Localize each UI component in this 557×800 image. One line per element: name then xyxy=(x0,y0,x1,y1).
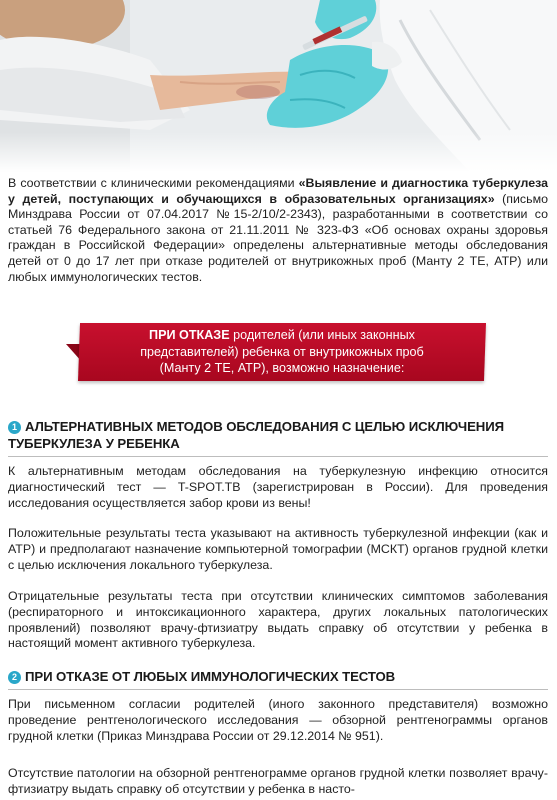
section-1-heading xyxy=(8,418,548,452)
section-2-heading xyxy=(8,668,548,685)
banner-line-1-bold: ПРИ ОТКАЗЕ xyxy=(149,328,230,342)
section-2-divider xyxy=(8,689,548,690)
intro-text-after: (письмо Минздрава России от 07.04.2017 №15-2/10/2-2343), разработанными в соответствии со статьей 76 Федерального закона от 21.11.2011 № 323-ФЗ «Об основах охраны здоровья граждан в Российской Федерации» определены альтернативные методы обследования детей от 0 до 17 лет при отказе родителей от внутрикожных проб (Манту 2 ТЕ, АТР) или любых иммунологических тестов. xyxy=(8,191,548,284)
section-1-divider xyxy=(8,456,548,457)
banner-line-3: (Манту 2 ТЕ, АТР), возможно назначение: xyxy=(159,361,405,376)
section-1-heading-line-2: ТУБЕРКУЛЕЗА У РЕБЕНКА xyxy=(8,436,180,451)
intro-paragraph xyxy=(8,176,548,285)
section-2-paragraph-1: При письменном согласии родителей (иного законного представителя) возможно проведение рентгенологического исследования — обзорной рентгенограммы органов грудной клетки (Приказ Минздрава России от 29.12.2014 № 951). xyxy=(8,697,548,743)
photo-fade xyxy=(0,132,557,172)
section-1-number-badge: 1 xyxy=(8,421,21,434)
section-1-paragraph-1: К альтернативным методам обследования на туберкулезную инфекцию относится диагностический тест — T-SPOT.TB (зарегистрирован в России). Для проведения исследования осуществляется забор крови из вены! xyxy=(8,464,548,510)
banner-line-1 xyxy=(79,327,485,344)
intro-text-before: В соответствии с клиническими рекомендациями xyxy=(8,176,299,190)
intro-bold-title: «Выявление и диагностика туберкулеза у детей, поступающих и обучающихся в образовательных организациях» xyxy=(8,176,548,206)
banner-line-1-rest: родителей (или иных законных xyxy=(229,328,415,342)
section-2-heading-text: ПРИ ОТКАЗЕ ОТ ЛЮБЫХ ИММУНОЛОГИЧЕСКИХ ТЕСТОВ xyxy=(25,669,396,684)
section-2-paragraph-2: Отсутствие патологии на обзорной рентгенограмме органов грудной клетки позволяет врачу-фтизиатру выдать справку об отсутствии у ребенка в насто- xyxy=(8,766,548,796)
header-photo xyxy=(0,0,557,172)
section-1-paragraph-3: Отрицательные результаты теста при отсутствии клинических симптомов заболевания (респираторного и интоксикационного характера, других локальных патологических проявлений) позволяют врачу-фтизиатру выдать справку об отсутствии у ребенка в настоящий момент активного туберкулеза. xyxy=(8,589,548,651)
banner-line-2: представителей) ребенка от внутрикожных проб xyxy=(140,344,424,359)
section-1-paragraph-2: Положительные результаты теста указывают на активность туберкулезной инфекции (как и АТР) и предполагают назначение компьютерной томографии (МСКТ) органов грудной клетки с целью исключения локального туберкулеза. xyxy=(8,526,548,572)
section-2-number-badge: 2 xyxy=(8,671,21,684)
section-1-heading-line-1: АЛЬТЕРНАТИВНЫХ МЕТОДОВ ОБСЛЕДОВАНИЯ С ЦЕЛЬЮ ИСКЛЮЧЕНИЯ xyxy=(25,419,504,434)
banner-text xyxy=(79,327,485,377)
